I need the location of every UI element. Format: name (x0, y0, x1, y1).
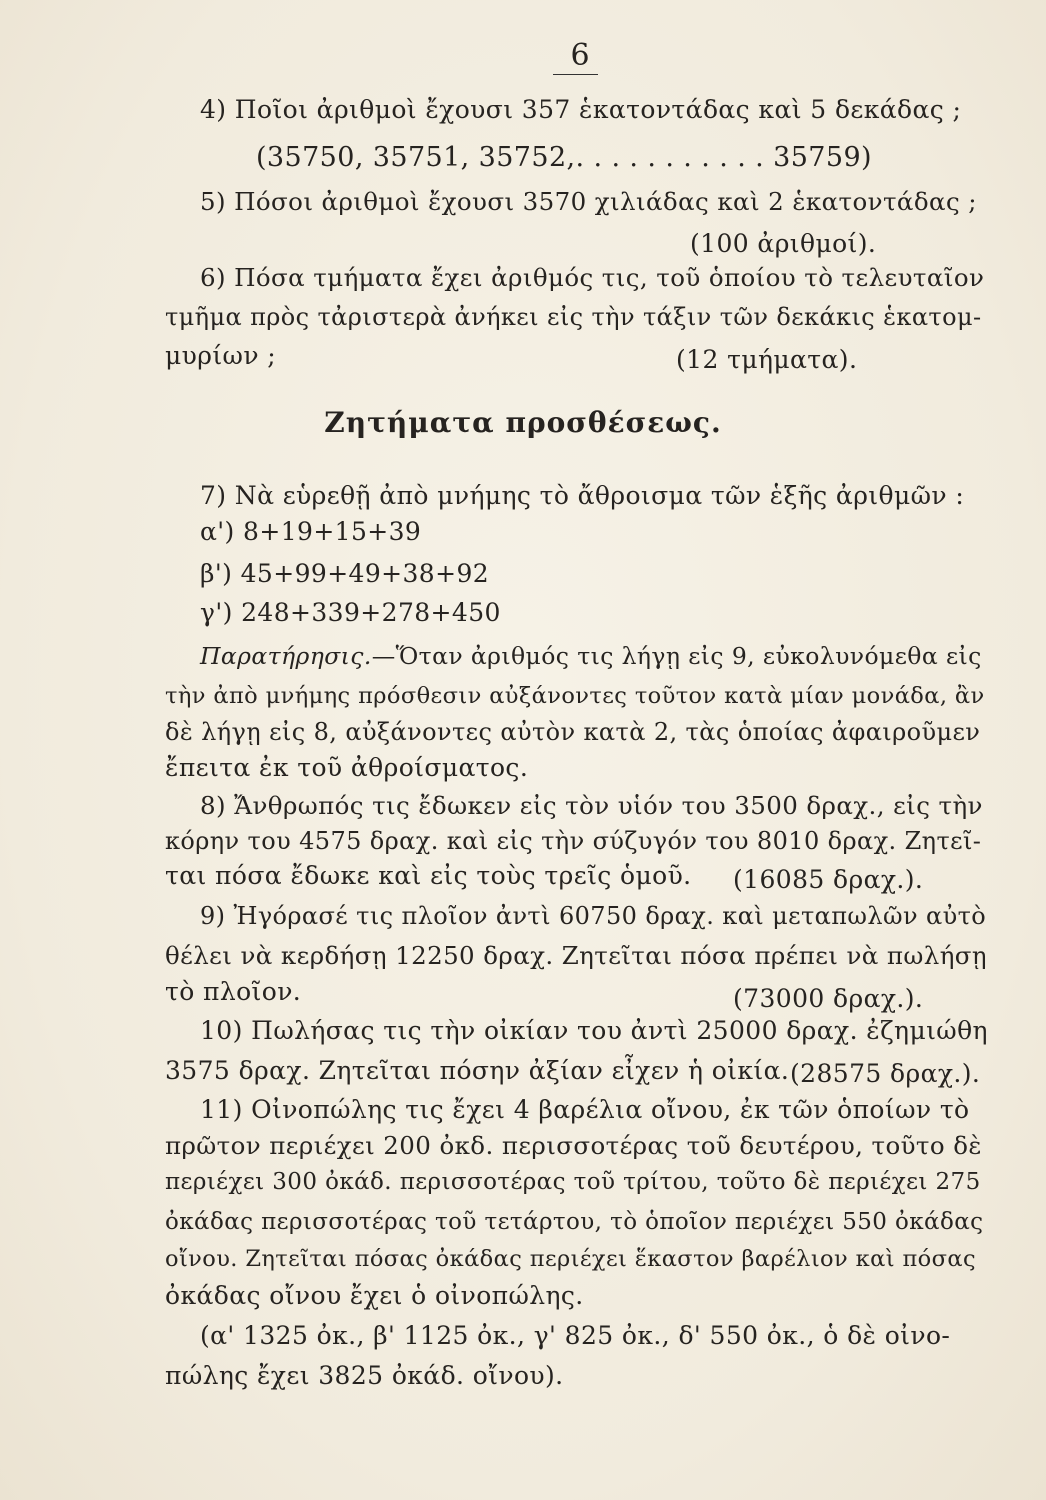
problem-9-line-3: τὸ πλοῖον. (165, 977, 302, 1006)
problem-10-line-1: 10) Πωλήσας τις τὴν οἰκίαν του ἀντὶ 25000 δραχ. ἐζημιώθη (200, 1016, 988, 1045)
remark-line-3: δὲ λήγῃ εἰς 8, αὐξάνοντες αὐτὸν κατὰ 2, τὰς ὁποίας ἀφαιροῦμεν (165, 718, 981, 746)
problem-5-text: 5) Πόσοι ἀριθμοὶ ἔχουσι 3570 χιλιάδας καὶ 2 ἑκατοντάδας ; (200, 187, 977, 216)
problem-11-answer-line-1: (α' 1325 ὀκ., β' 1125 ὀκ., γ' 825 ὀκ., δ' 550 ὀκ., ὁ δὲ οἰνο- (200, 1321, 951, 1350)
problem-8-answer: (16085 δραχ.). (733, 865, 924, 894)
remark-line-4: ἔπειτα ἐκ τοῦ ἀθροίσματος. (165, 753, 529, 782)
problem-8-line-1: 8) Ἄνθρωπός τις ἔδωκεν εἰς τὸν υἱόν του 3500 δραχ., εἰς τὴν (200, 791, 983, 820)
problem-8-line-3: ται πόσα ἔδωκε καὶ εἰς τοὺς τρεῖς ὁμοῦ. (165, 861, 692, 890)
problem-4-answer: (35750, 35751, 35752,. . . . . . . . . . . 35759) (256, 142, 872, 173)
page-number-rule (553, 74, 598, 75)
section-heading: Ζητήματα προσθέσεως. (324, 406, 722, 439)
problem-6-line-2: τμῆμα πρὸς τἀριστερὰ ἀνήκει εἰς τὴν τάξιν τῶν δεκάκις ἑκατομ- (165, 303, 982, 331)
problem-9-answer: (73000 δραχ.). (733, 984, 924, 1013)
problem-6-line-1: 6) Πόσα τμήματα ἔχει ἀριθμός τις, τοῦ ὁποίου τὸ τελευταῖον (200, 263, 985, 292)
problem-6-line-3: μυρίων ; (165, 341, 277, 370)
problem-10-line-2: 3575 δραχ. Ζητεῖται πόσην ἀξίαν εἶχεν ἡ οἰκία. (165, 1056, 790, 1085)
problem-11-answer-line-2: πώλης ἔχει 3825 ὀκάδ. οἴνου). (165, 1361, 564, 1390)
remark-line-2: τὴν ἀπὸ μνήμης πρόσθεσιν αὐξάνοντες τοῦτον κατὰ μίαν μονάδα, ἂν (165, 683, 985, 709)
remark-label: Παρατήρησις. (200, 642, 372, 670)
problem-8-line-2: κόρην του 4575 δραχ. καὶ εἰς τὴν σύζυγόν του 8010 δραχ. Ζητεῖ- (165, 827, 982, 855)
problem-5-answer: (100 ἀριθμοί). (690, 229, 877, 258)
problem-11-line-2: πρῶτον περιέχει 200 ὀκδ. περισσοτέρας τοῦ δευτέρου, τοῦτο δὲ (165, 1131, 982, 1160)
problem-9-line-1: 9) Ἠγόρασέ τις πλοῖον ἀντὶ 60750 δραχ. καὶ μεταπωλῶν αὐτὸ (200, 902, 987, 930)
problem-6-answer: (12 τμήματα). (676, 345, 858, 374)
problem-11-line-6: ὀκάδας οἴνου ἔχει ὁ οἰνοπώλης. (165, 1281, 584, 1310)
remark-text: —Ὅταν ἀριθμός τις λήγῃ εἰς 9, εὐκολυνόμεθα εἰς (371, 642, 982, 670)
problem-7-b: β') 45+99+49+38+92 (200, 559, 490, 588)
problem-11-line-3: περιέχει 300 ὀκάδ. περισσοτέρας τοῦ τρίτου, τοῦτο δὲ περιέχει 275 (165, 1169, 981, 1195)
problem-10-answer: (28575 δραχ.). (790, 1059, 981, 1088)
problem-11-line-5: οἴνου. Ζητεῖται πόσας ὀκάδας περιέχει ἕκαστον βαρέλιον καὶ πόσας (165, 1246, 976, 1272)
page-number: 6 (570, 38, 590, 73)
problem-9-line-2: θέλει νὰ κερδήσῃ 12250 δραχ. Ζητεῖται πόσα πρέπει νὰ πωλήσῃ (165, 941, 988, 970)
problem-7-c: γ') 248+339+278+450 (200, 598, 501, 627)
problem-4-text: 4) Ποῖοι ἀριθμοὶ ἔχουσι 357 ἑκατοντάδας καὶ 5 δεκάδας ; (200, 95, 962, 124)
remark-line-1 (200, 640, 982, 672)
problem-11-line-4: ὀκάδας περισσοτέρας τοῦ τετάρτου, τὸ ὁποῖον περιέχει 550 ὀκάδας (165, 1209, 984, 1235)
problem-7-a: α') 8+19+15+39 (200, 517, 422, 546)
problem-11-line-1: 11) Οἰνοπώλης τις ἔχει 4 βαρέλια οἴνου, ἐκ τῶν ὁποίων τὸ (200, 1095, 970, 1124)
problem-7-text: 7) Νὰ εὑρεθῇ ἀπὸ μνήμης τὸ ἄθροισμα τῶν ἑξῆς ἀριθμῶν : (200, 481, 965, 510)
